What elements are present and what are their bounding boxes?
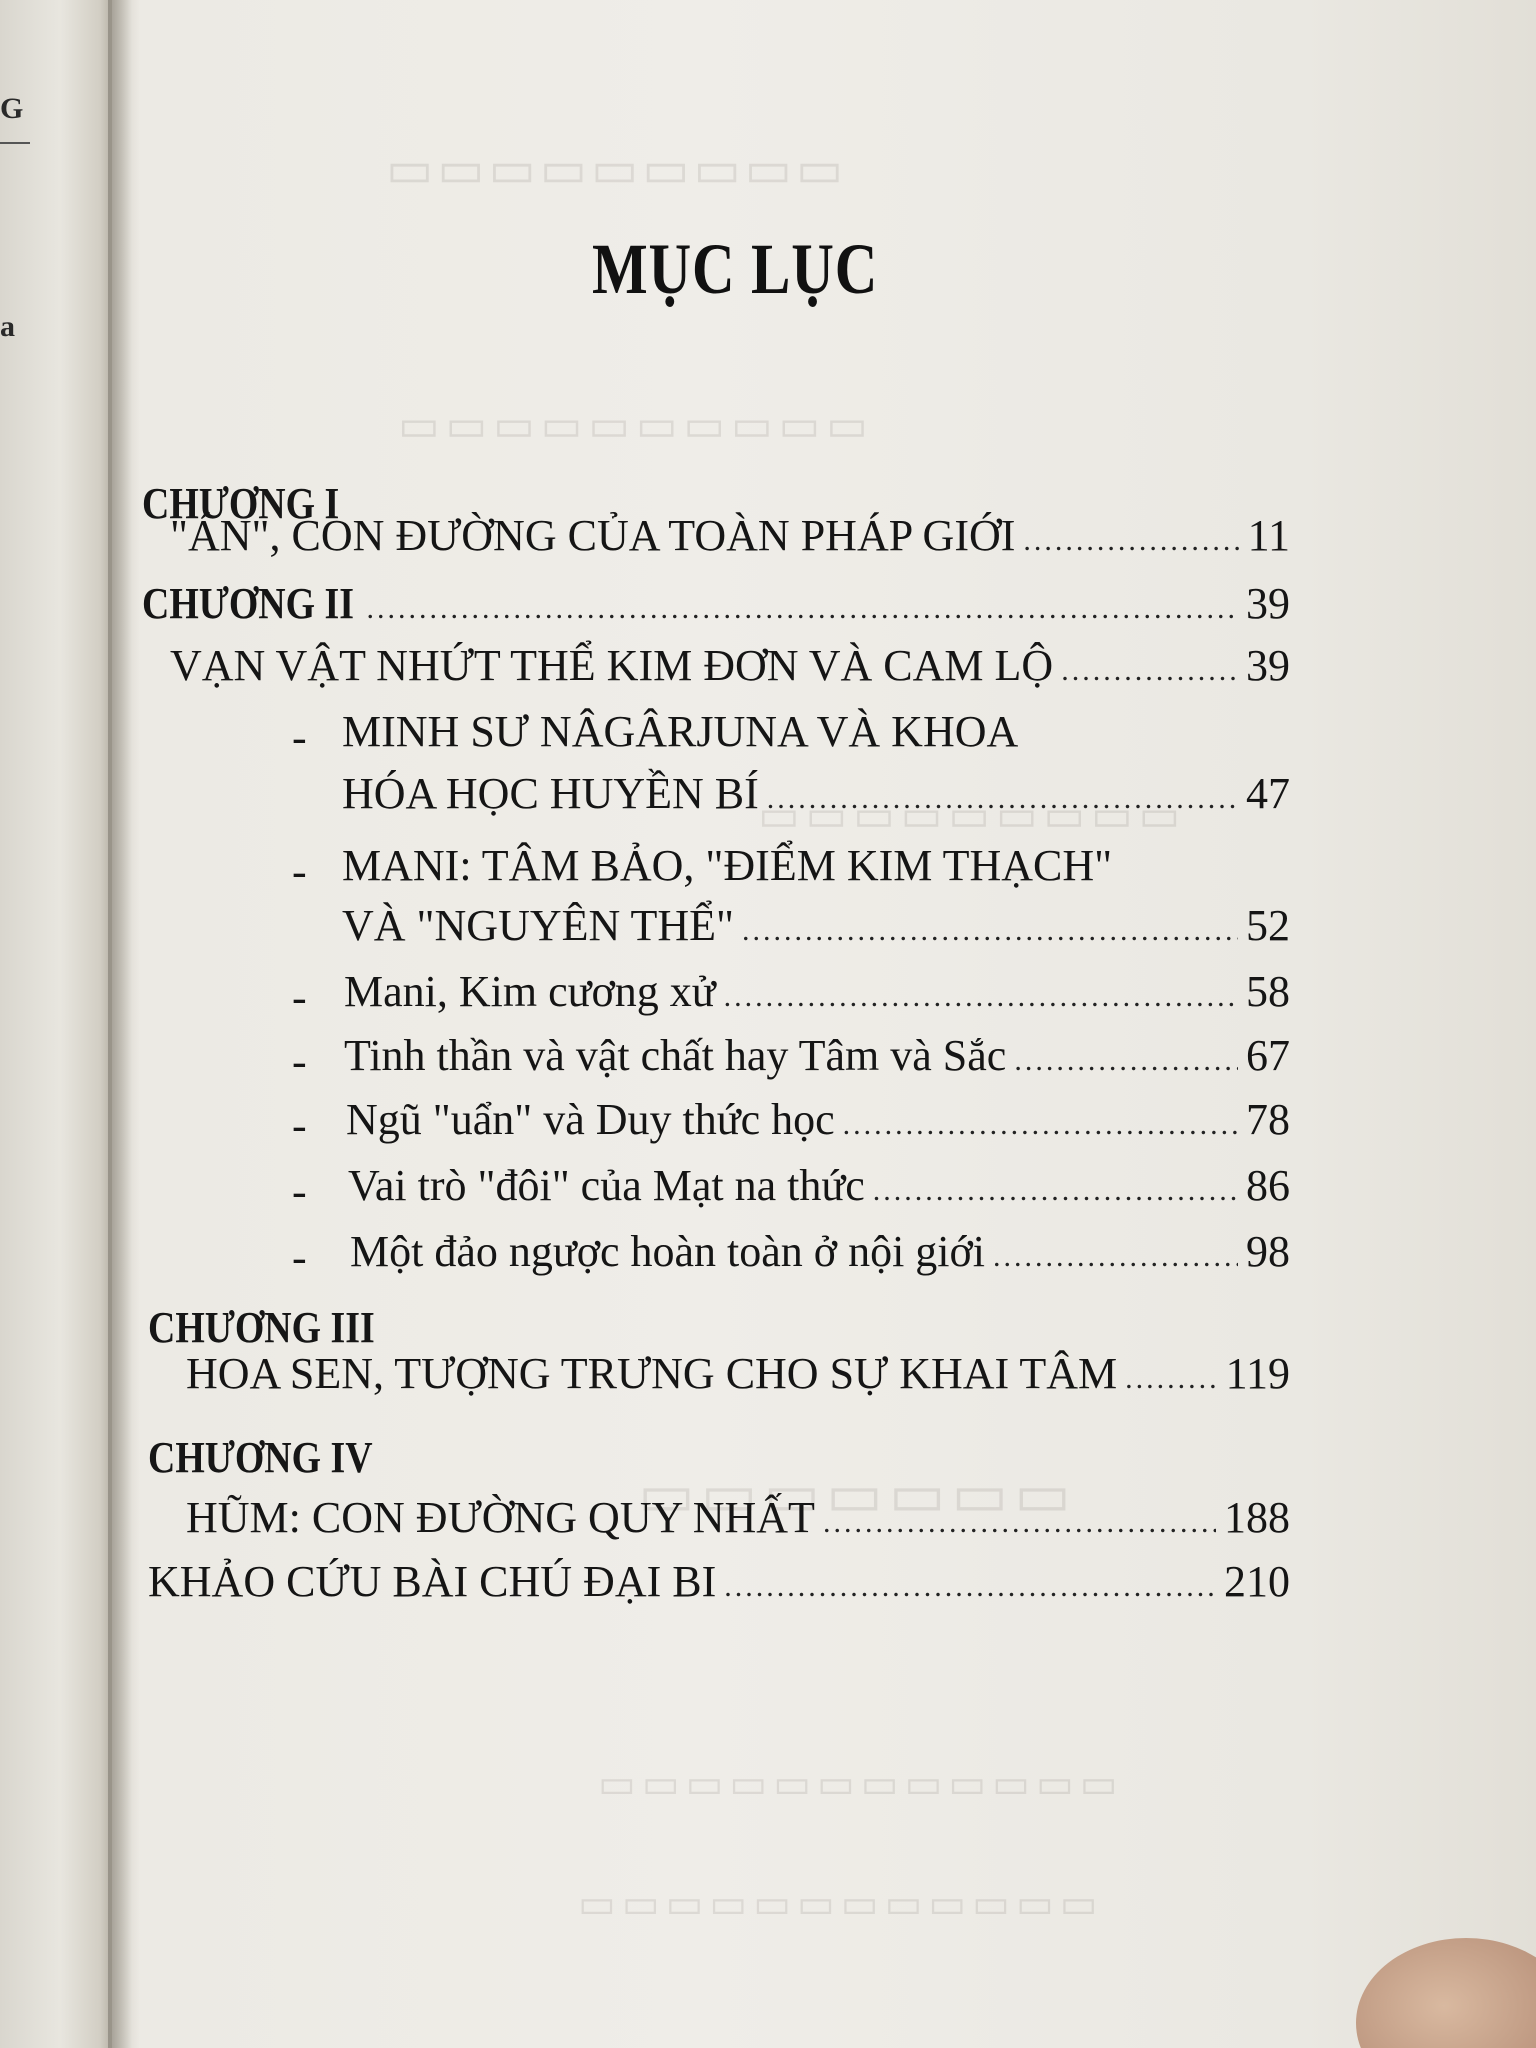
- dot-leader: [742, 914, 1238, 948]
- dot-leader: [823, 1506, 1216, 1540]
- toc-entry[interactable]: [342, 900, 1290, 951]
- bullet-dash: -: [292, 847, 307, 896]
- toc-entry-title: HOA SEN, TƯỢNG TRƯNG CHO SỰ KHAI TÂM: [186, 1349, 1118, 1398]
- book-gutter-shadow: [108, 0, 132, 2048]
- bleed-through-texture: ▭▭▭▭▭▭▭▭▭: [752, 791, 1181, 840]
- page-title: MỤC LỤC: [592, 229, 879, 309]
- bleed-through-texture: ▭▭▭▭▭▭▭▭▭▭▭▭: [592, 1761, 1118, 1806]
- toc-entry[interactable]: [348, 1160, 1290, 1211]
- chapter-3-heading: CHƯƠNG III: [148, 1303, 375, 1352]
- toc-entry[interactable]: [170, 640, 1290, 691]
- left-page-fragment-g: G: [0, 92, 24, 125]
- toc-entry-page: 67: [1246, 1031, 1290, 1080]
- dot-leader: [1023, 524, 1239, 558]
- toc-entry-title: MINH SƯ NÂGÂRJUNA VÀ KHOA: [342, 707, 1019, 756]
- bullet-dash: -: [292, 1037, 307, 1086]
- toc-entry-page: 78: [1246, 1095, 1290, 1144]
- toc-entry-title: Tinh thần và vật chất hay Tâm và Sắc: [344, 1031, 1007, 1080]
- toc-entry-title: KHẢO CỨU BÀI CHÚ ĐẠI BI: [148, 1557, 717, 1606]
- bullet-dash: -: [292, 973, 307, 1022]
- toc-entry-title: HŨM: CON ĐƯỜNG QUY NHẤT: [186, 1493, 815, 1542]
- toc-entry-title: "ÁN", CON ĐƯỜNG CỦA TOÀN PHÁP GIỚI: [170, 511, 1016, 560]
- bullet-dash: -: [292, 713, 307, 762]
- toc-entry[interactable]: [186, 1348, 1290, 1399]
- bleed-through-texture: ▭▭▭▭▭▭▭▭▭: [382, 141, 844, 197]
- toc-entry[interactable]: [350, 1226, 1290, 1277]
- toc-entry-page: 58: [1246, 967, 1290, 1016]
- toc-entry[interactable]: [344, 966, 1290, 1017]
- toc-entry-title: Mani, Kim cương xử: [344, 967, 716, 1016]
- dot-leader: [724, 980, 1238, 1014]
- bullet-dash: -: [292, 1167, 307, 1216]
- toc-entry-page: 98: [1246, 1227, 1290, 1276]
- left-page-edge: [0, 0, 112, 2048]
- bullet-dash: -: [292, 1101, 307, 1150]
- dot-leader: [843, 1108, 1238, 1142]
- toc-entry-page: 47: [1246, 769, 1290, 818]
- left-page-rule: [0, 142, 30, 144]
- toc-entry-page: 210: [1224, 1557, 1290, 1606]
- dot-leader: [367, 592, 1239, 626]
- toc-entry[interactable]: [346, 1094, 1290, 1145]
- bleed-through-texture: ▭▭▭▭▭▭▭▭▭▭: [392, 401, 868, 450]
- toc-page: [132, 0, 1536, 2048]
- toc-entry[interactable]: [186, 1492, 1290, 1543]
- toc-entry-page: 11: [1247, 511, 1290, 560]
- toc-entry-title: Một đảo ngược hoàn toàn ở nội giới: [350, 1227, 986, 1276]
- dot-leader: [1125, 1362, 1217, 1396]
- toc-entry-page: 39: [1246, 579, 1290, 628]
- toc-entry[interactable]: [148, 1556, 1290, 1607]
- toc-entry[interactable]: [170, 510, 1290, 561]
- toc-entry[interactable]: [142, 578, 1290, 629]
- toc-entry[interactable]: [344, 1030, 1290, 1081]
- toc-entry-title: VẠN VẬT NHỨT THỂ KIM ĐƠN VÀ CAM LỘ: [170, 641, 1054, 690]
- toc-entry-title-cont: HÓA HỌC HUYỀN BÍ: [342, 769, 759, 818]
- dot-leader: [767, 782, 1238, 816]
- toc-entry-page: 86: [1246, 1161, 1290, 1210]
- left-page-fragment-a: a: [0, 310, 15, 343]
- bullet-dash: -: [292, 1233, 307, 1282]
- bleed-through-texture: ▭▭▭▭▭▭▭: [632, 1462, 1071, 1528]
- bleed-through-texture: ▭▭▭▭▭▭▭▭▭▭▭▭: [572, 1881, 1098, 1926]
- toc-entry[interactable]: [342, 768, 1290, 819]
- dot-leader: [993, 1240, 1238, 1274]
- toc-entry-page: 119: [1225, 1349, 1290, 1398]
- dot-leader: [1014, 1044, 1238, 1078]
- dot-leader: [724, 1570, 1216, 1604]
- toc-entry-title: MANI: TÂM BẢO, "ĐIỂM KIM THẠCH": [342, 841, 1113, 890]
- toc-entry-title-cont: VÀ "NGUYÊN THỂ": [342, 901, 734, 950]
- toc-entry-title: Ngũ "uẩn" và Duy thức học: [346, 1095, 835, 1144]
- chapter-2-heading: CHƯƠNG II: [142, 579, 354, 628]
- toc-entry-page: 52: [1246, 901, 1290, 950]
- toc-entry-page: 188: [1224, 1493, 1290, 1542]
- dot-leader: [1061, 654, 1238, 688]
- chapter-1-heading: CHƯƠNG I: [142, 479, 340, 528]
- toc-entry-page: 39: [1246, 641, 1290, 690]
- toc-entry-title: Vai trò "đôi" của Mạt na thức: [348, 1161, 865, 1210]
- chapter-4-heading: CHƯƠNG IV: [148, 1433, 373, 1482]
- dot-leader: [873, 1174, 1238, 1208]
